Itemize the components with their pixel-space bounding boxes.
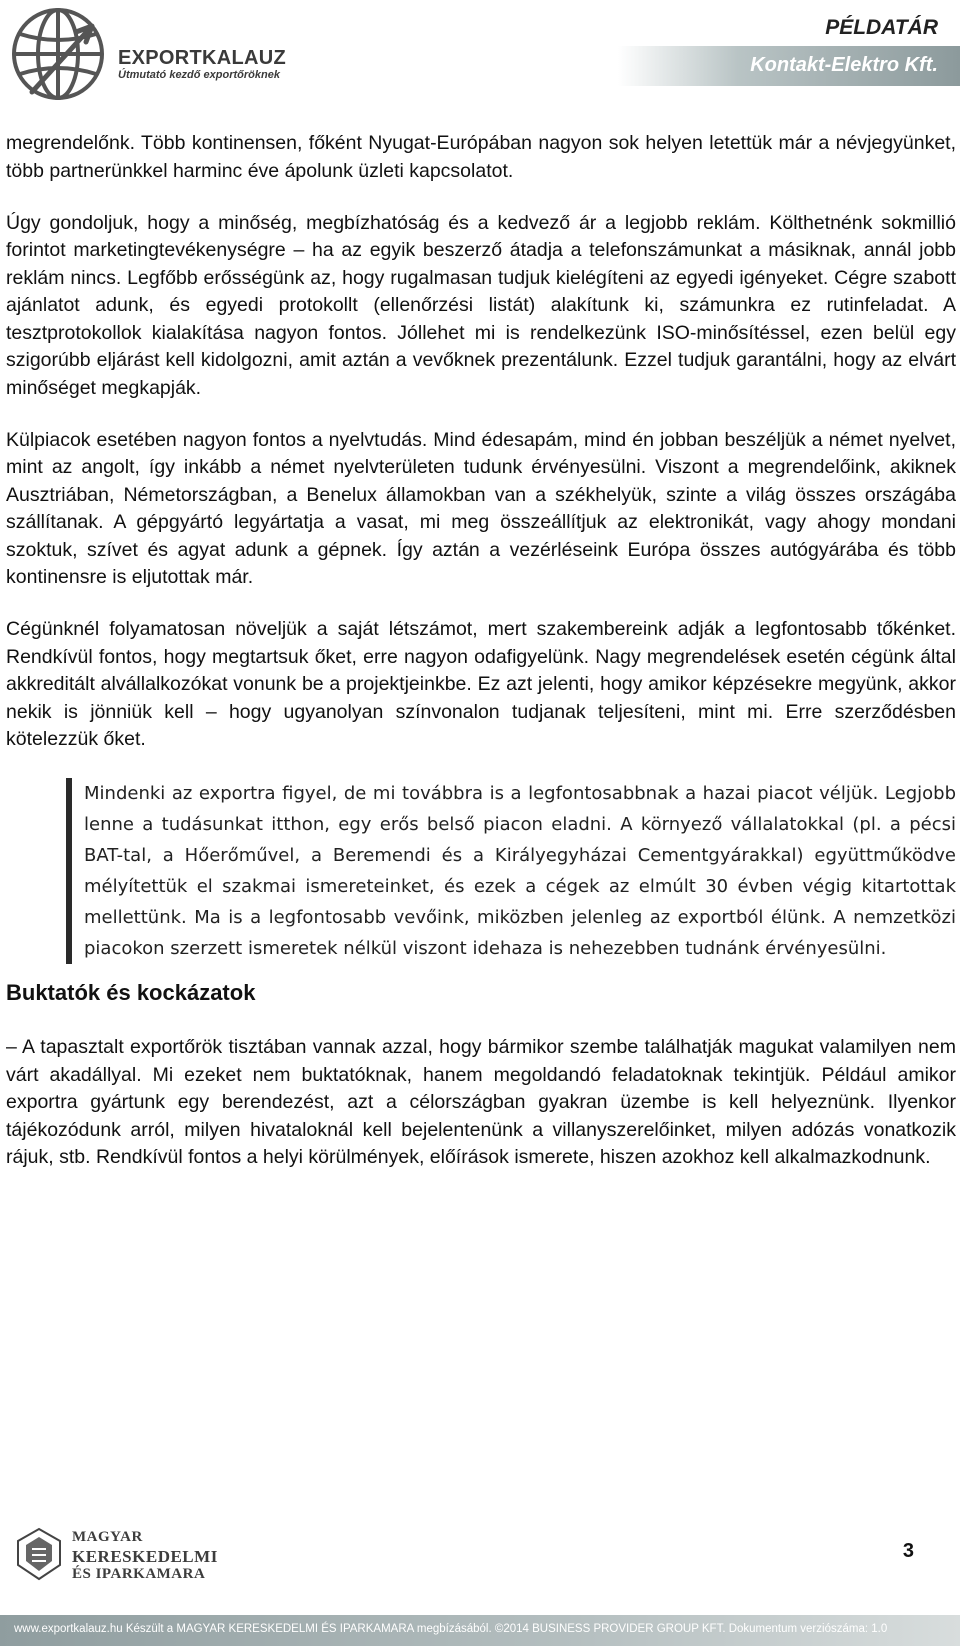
footer-text: www.exportkalauz.hu Készült a MAGYAR KERESKEDELMI ÉS IPARKAMARA megbízásából. ©2014 BUSINESS PROVIDER GROUP KFT. Dokumentum verziószáma: 1.0 <box>14 1623 888 1635</box>
paragraph: Cégünknél folyamatosan növeljük a saját létszámot, mert szakembereink adják a legfontosabb tőkénket. Rendkívül fontos, hogy megtartsuk őket, erre nagyon odafigyelünk. Nagy megrendelések esetén cégünk által akkreditált alvállalkozókat vonunk be a projektjeinkbe. Ez azt jelenti, hogy amikor képzésekre megyünk, akkor nekik is jönniük kell – hogy ugyanolyan színvonalon tudjanak teljesíteni, mint mi. Erre szerződésben kötelezzük őket. <box>6 618 956 750</box>
document-label: PÉLDATÁR <box>825 16 938 39</box>
company-name: Kontakt-Elektro Kft. <box>750 54 938 76</box>
chamber-emblem-icon <box>14 1527 64 1581</box>
page-content <box>6 130 956 1196</box>
page-number: 3 <box>902 1540 914 1562</box>
globe-icon <box>8 4 108 104</box>
page-header <box>0 0 960 100</box>
chamber-line-3: ÉS IPARKAMARA <box>72 1566 206 1582</box>
paragraph: Külpiacok esetében nagyon fontos a nyelvtudás. Mind édesapám, mind én jobban beszéljük a német nyelvet, mint az angolt, így inkább a német nyelvterületen tudunk érvényesülni. Viszont a megrendelőink, akiknek Ausztriában, Németországban, a Benelux államokban van a székhelyük, szinte a világ összes országába szállítanak. A gépgyártó legyártatja a vasat, mi meg összeállítjuk az elektronikát, vagy ahogy mondani szoktuk, szívet és agyat adunk a gépnek. Így aztán a vezérléseink Európa összes autógyárába és több kontinensre is eljutottak már. <box>6 428 956 588</box>
chamber-logo <box>14 1527 218 1587</box>
footer-bar <box>0 1615 960 1646</box>
chamber-line-2: KERESKEDELMI <box>72 1547 218 1566</box>
logo-name: EXPORTKALAUZ <box>118 47 287 69</box>
paragraph: Úgy gondoljuk, hogy a minőség, megbízhatóság és a kedvező ár a legjobb reklám. Költhetnénk sokmillió forintot marketingtevékenységre – ha az egyik beszerző átadja a telefonszámunkat a másiknak, annál jobb reklám nincs. Legfőbb erősségünk az, hogy rugalmasan tudjuk kielégíteni az egyedi igényeket. Cégre szabott ajánlatot adunk, és egyedi protokollt (ellenőrzési listát) alakítunk ki, számunkra ez rutinfeladat. A tesztprotokollok kialakítása nagyon fontos. Jóllehet mi is rendelkezünk ISO-minősítéssel, ezen belül egy szigorúbb eljárást kell kidolgozni, amit aztán a vevőknek prezentálunk. Ezzel tudjuk garantálni, hogy az elvárt minőséget megkapják. <box>6 211 956 399</box>
quote-text: Mindenki az exportra figyel, de mi továbbra is a legfontosabbnak a hazai piacot véljük. Legjobb lenne a tudásunkat itthon, egy erős belső piacon eladni. A környező vállalatokkal (pl. a pécsi BAT-tal, a Hőerőművel, a Beremendi és a Királyegyházai Cementgyárakkal) együttműködve mélyítettük el szakmai ismereteinket, és ezek a cégek az elmúlt 30 évben végig kitartottak mellettünk. Ma is a legfontosabb vevőink, miközben jelenleg az exportból élünk. A nemzetközi piacokon szerzett ismeretek nélkül viszont idehaza is nehezebben tudnánk érvényesülni. <box>84 783 956 959</box>
paragraph: megrendelőnk. Több kontinensen, főként Nyugat-Európában nagyon sok helyen letettük már a névjegyünket, több partnerünkkel harminc éve ápolunk üzleti kapcsolatot. <box>6 132 956 182</box>
section-title: Buktatók és kockázatok <box>6 980 256 1005</box>
chamber-line-1: MAGYAR <box>72 1529 143 1545</box>
quote-block <box>66 778 956 964</box>
logo-tagline: Útmutató kezdő exportőröknek <box>118 69 280 81</box>
paragraph: – A tapasztalt exportőrök tisztában vannak azzal, hogy bármikor szembe találhatják magukat valamilyen nem várt akadállyal. Mi ezeket nem buktatóknak, hanem megoldandó feladatoknak tekintjük. Például amikor exportra gyártunk egy berendezést, azt a célországban gyakran üzembe is kell helyeznünk. Ilyenkor tájékozódunk arról, milyen hivataloknál kell bejelentenünk a villanyszerelőinket, milyen adózás vonatkozik rájuk, stb. Rendkívül fontos a helyi körülmények, előírások ismerete, hiszen azokhoz kell alkalmazkodnunk. <box>6 1036 956 1168</box>
